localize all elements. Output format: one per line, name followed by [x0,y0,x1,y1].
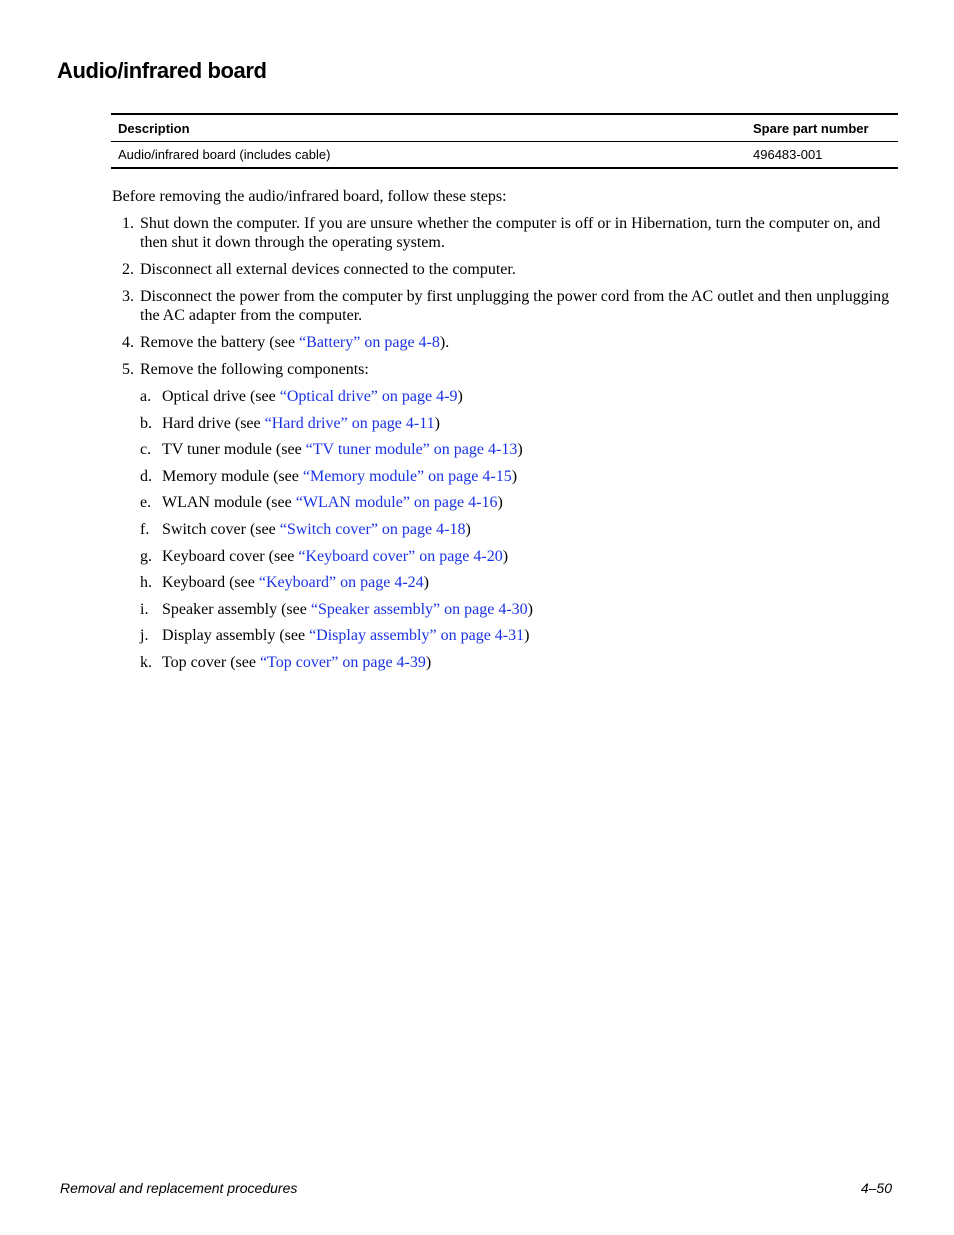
component-suffix: ) [425,653,432,671]
footer-page-number: 4–50 [860,1180,892,1196]
step-item [112,360,902,672]
optical-drive-link[interactable]: “Optical drive” on page 4-9 [279,388,458,405]
component-item [140,573,902,592]
tv-tuner-module-link[interactable]: “TV tuner module” on page 4-13 [305,441,518,459]
component-letter: d. [140,467,152,485]
component-letter: f. [140,520,150,538]
component-prefix: Optical drive (see [162,388,280,405]
component-suffix: ) [423,574,429,592]
component-letter: c. [140,441,152,459]
component-item [140,493,902,512]
display-assembly-link[interactable]: “Display assembly” on page 4-31 [309,627,525,645]
keyboard-link[interactable]: “Keyboard” on page 4-24 [258,574,424,592]
component-suffix: ) [517,441,523,459]
footer-section-title: Removal and replacement procedures [60,1180,298,1196]
step-text-prefix: Remove the battery (see [140,334,300,351]
component-suffix: ) [524,627,530,645]
component-suffix: ) [527,600,533,618]
switch-cover-link[interactable]: “Switch cover” on page 4-18 [279,520,466,538]
component-suffix: ) [497,494,503,512]
component-suffix: ) [434,414,440,432]
component-prefix: Hard drive (see [162,414,265,432]
component-letter: e. [140,494,152,512]
component-item [140,520,902,539]
spare-parts-table [111,113,898,169]
component-suffix: ) [465,520,471,538]
component-prefix: TV tuner module (see [162,441,306,459]
step-item [112,260,902,279]
step-number: 3. [122,288,134,305]
component-letter: j. [140,627,149,645]
component-prefix: Keyboard (see [162,574,259,592]
step-number: 4. [122,334,134,351]
speaker-assembly-link[interactable]: “Speaker assembly” on page 4-30 [310,600,528,618]
table-header-row [111,114,898,142]
keyboard-cover-link[interactable]: “Keyboard cover” on page 4-20 [298,547,503,565]
step-text: Shut down the computer. If you are unsure whether the computer is off or in Hibernation, turn the computer on, and then shut it down through the operating system. [140,215,881,251]
step-number: 5. [122,361,134,378]
component-item [140,653,902,672]
component-prefix: Display assembly (see [162,627,310,645]
cell-description: Audio/infrared board (includes cable) [118,147,331,162]
table-row [111,142,898,169]
step-text-suffix: ). [439,334,450,351]
steps-list [112,214,902,680]
page-title: Audio/infrared board [57,58,267,83]
components-list [140,387,902,672]
component-letter: h. [140,574,152,592]
component-letter: i. [140,600,149,618]
step-item [112,214,902,252]
component-item [140,440,902,459]
component-letter: b. [140,414,152,432]
component-prefix: Memory module (see [162,467,303,485]
step-text: Disconnect all external devices connected to the computer. [140,261,516,278]
component-item [140,467,902,486]
component-letter: g. [140,547,152,565]
component-suffix: ) [511,467,518,485]
step-number: 1. [122,215,134,232]
header-spare-part-number: Spare part number [753,120,869,136]
memory-module-link[interactable]: “Memory module” on page 4-15 [302,467,512,485]
component-suffix: ) [457,388,463,405]
component-item [140,387,902,406]
step-item [112,287,902,325]
component-item [140,547,902,566]
component-prefix: Top cover (see [162,653,260,671]
component-prefix: Speaker assembly (see [162,600,311,618]
component-item [140,414,902,433]
header-description: Description [118,120,190,136]
step-text: Disconnect the power from the computer by first unplugging the power cord from the AC outlet and then unplugging the AC adapter from the computer. [140,288,890,324]
step-item [112,333,902,352]
step-number: 2. [122,261,134,278]
cell-spare-part-number: 496483-001 [753,147,823,162]
intro-text: Before removing the audio/infrared board, follow these steps: [112,188,507,205]
component-prefix: Keyboard cover (see [162,547,299,565]
wlan-module-link[interactable]: “WLAN module” on page 4-16 [295,494,498,512]
component-item [140,626,902,645]
component-item [140,600,902,619]
top-cover-link[interactable]: “Top cover” on page 4-39 [259,653,426,671]
component-letter: a. [140,388,152,405]
component-prefix: Switch cover (see [162,520,280,538]
component-suffix: ) [502,547,509,565]
step-text: Remove the following components: [140,361,369,378]
component-prefix: WLAN module (see [162,494,296,512]
hard-drive-link[interactable]: “Hard drive” on page 4-11 [264,414,435,432]
component-letter: k. [140,653,152,671]
battery-link[interactable]: “Battery” on page 4-8 [299,334,440,351]
